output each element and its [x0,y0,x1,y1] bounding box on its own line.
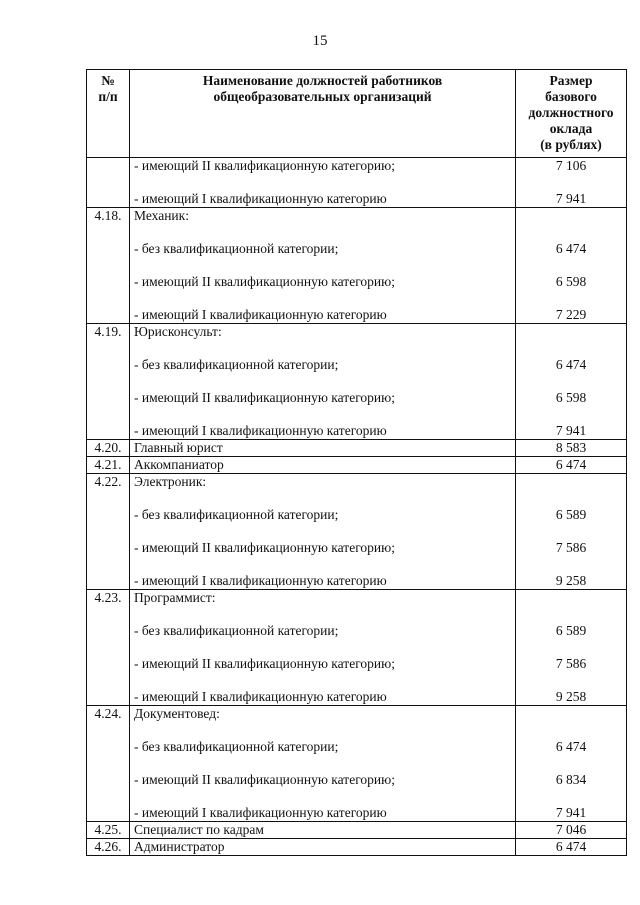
salary-value: 7 941 [555,805,587,820]
header-salary-line: оклада [549,121,593,136]
table-row [87,706,627,822]
row-number: 4.23. [87,590,130,706]
header-name-line: Наименование должностей работников [202,73,443,88]
salary-value: 7 941 [555,191,587,206]
category-label: - имеющий II квалификационную категорию; [134,772,395,787]
salary-value: 6 598 [555,390,587,405]
salary-value: 7 941 [555,423,587,438]
row-salary [516,474,627,590]
header-salary-line: базового [545,89,597,104]
row-number: 4.24. [87,706,130,822]
row-salary [516,440,627,457]
row-salary [516,158,627,208]
salary-value: 6 474 [555,241,587,256]
table-row [87,158,627,208]
row-salary [516,590,627,706]
table-row [87,440,627,457]
salary-value: 6 589 [555,623,587,638]
row-name [130,706,516,822]
position-title: Специалист по кадрам [134,822,264,837]
row-number: 4.26. [87,839,130,856]
category-label: - имеющий II квалификационную категорию; [134,540,395,555]
row-name [130,324,516,440]
salary-table [86,69,627,856]
category-label: - без квалификационной категории; [134,241,339,256]
table-row [87,208,627,324]
position-title: Аккомпаниатор [134,457,224,472]
salary-value: 7 046 [555,822,587,837]
row-name [130,590,516,706]
table-row [87,457,627,474]
position-title: Документовед: [134,706,220,721]
row-name [130,474,516,590]
row-name [130,158,516,208]
salary-value: 6 598 [555,274,587,289]
salary-value: 7 229 [555,307,587,322]
header-num-line: п/п [98,89,118,104]
header-salary-line: Размер [549,73,593,88]
position-title: Электроник: [134,474,207,489]
row-name [130,457,516,474]
category-label: - без квалификационной категории; [134,357,339,372]
category-label: - имеющий I квалификационную категорию [134,191,387,206]
salary-value: 9 258 [555,689,587,704]
salary-value: 6 589 [555,507,587,522]
table-row [87,324,627,440]
row-salary [516,822,627,839]
row-number [87,158,130,208]
position-title: Механик: [134,208,189,223]
row-number: 4.18. [87,208,130,324]
row-salary [516,839,627,856]
salary-value: 9 258 [555,573,587,588]
category-label: - имеющий I квалификационную категорию [134,307,387,322]
row-number: 4.22. [87,474,130,590]
row-number: 4.20. [87,440,130,457]
category-label: - без квалификационной категории; [134,623,339,638]
category-label: - имеющий II квалификационную категорию; [134,390,395,405]
salary-value: 7 586 [555,540,587,555]
row-salary [516,208,627,324]
row-number: 4.25. [87,822,130,839]
table-header [87,70,627,158]
row-salary [516,457,627,474]
table-row [87,822,627,839]
category-label: - имеющий I квалификационную категорию [134,573,387,588]
row-salary [516,706,627,822]
table-row [87,474,627,590]
salary-value: 7 106 [555,158,587,173]
salary-value: 7 586 [555,656,587,671]
category-label: - имеющий I квалификационную категорию [134,805,387,820]
position-title: Программист: [134,590,216,605]
category-label: - имеющий II квалификационную категорию; [134,274,395,289]
header-name [130,70,516,158]
salary-value: 6 474 [555,457,587,472]
table-body [87,158,627,856]
salary-value: 6 834 [555,772,587,787]
row-name [130,822,516,839]
header-name-line: общеобразовательных организаций [213,89,432,104]
salary-value: 6 474 [555,739,587,754]
position-title: Администратор [134,839,225,854]
category-label: - имеющий I квалификационную категорию [134,689,387,704]
salary-value: 8 583 [555,440,587,455]
category-label: - имеющий II квалификационную категорию; [134,158,395,173]
header-num [87,70,130,158]
category-label: - без квалификационной категории; [134,739,339,754]
header-salary-line: (в рублях) [540,137,602,152]
header-num-line: № [101,73,115,88]
row-number: 4.19. [87,324,130,440]
row-salary [516,324,627,440]
salary-value: 6 474 [555,357,587,372]
table-row [87,839,627,856]
row-name [130,839,516,856]
salary-value: 6 474 [555,839,587,854]
category-label: - имеющий II квалификационную категорию; [134,656,395,671]
page-number: 15 [312,33,328,49]
category-label: - имеющий I квалификационную категорию [134,423,387,438]
header-salary [516,70,627,158]
table-row [87,590,627,706]
row-name [130,440,516,457]
row-number: 4.21. [87,457,130,474]
position-title: Главный юрист [134,440,223,455]
header-salary-line: должностного [528,105,614,120]
row-name [130,208,516,324]
category-label: - без квалификационной категории; [134,507,339,522]
position-title: Юрисконсульт: [134,324,222,339]
